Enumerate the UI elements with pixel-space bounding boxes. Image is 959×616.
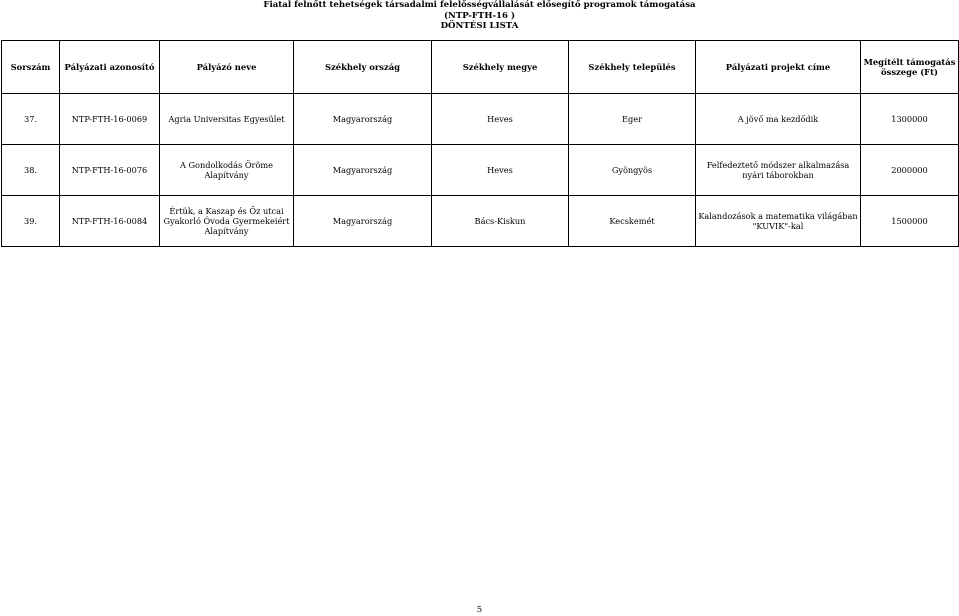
column-header-orszag: Székhely ország (294, 41, 432, 94)
cell-telepules: Kecskemét (569, 196, 696, 247)
table-row (2, 94, 959, 145)
column-header-sorszam: Sorszám (2, 41, 60, 94)
column-header-projekt: Pályázati projekt címe (696, 41, 861, 94)
cell-projekt: A jövő ma kezdődik (696, 94, 861, 145)
column-header-nev: Pályázó neve (160, 41, 294, 94)
cell-orszag: Magyarország (294, 196, 432, 247)
title-line-list: DÖNTÉSI LISTA (440, 21, 519, 31)
cell-sorszam: 38. (2, 145, 60, 196)
title-line-code: (NTP-FTH-16 ) (443, 10, 516, 21)
cell-orszag: Magyarország (294, 145, 432, 196)
cell-telepules: Eger (569, 94, 696, 145)
document-title (0, 0, 959, 32)
cell-osszeg: 1300000 (861, 94, 959, 145)
cell-azonosito: NTP-FTH-16-0084 (60, 196, 160, 247)
cell-megye: Bács-Kiskun (432, 196, 569, 247)
cell-osszeg: 2000000 (861, 145, 959, 196)
column-header-azonosito: Pályázati azonosító (60, 41, 160, 94)
decision-table (1, 40, 959, 247)
cell-nev: Értük, a Kaszap és Őz utcai Gyakorló Óvoda Gyermekeiért Alapítvány (160, 196, 294, 247)
cell-megye: Heves (432, 145, 569, 196)
cell-osszeg: 1500000 (861, 196, 959, 247)
cell-orszag: Magyarország (294, 94, 432, 145)
cell-telepules: Gyöngyös (569, 145, 696, 196)
cell-sorszam: 37. (2, 94, 60, 145)
column-header-telepules: Székhely település (569, 41, 696, 94)
cell-megye: Heves (432, 94, 569, 145)
column-header-osszeg: Megítélt támogatás összege (Ft) (861, 41, 959, 94)
column-header-megye: Székhely megye (432, 41, 569, 94)
table-row (2, 196, 959, 247)
cell-nev: Agria Universitas Egyesület (160, 94, 294, 145)
table-row (2, 145, 959, 196)
title-line-program: Fiatal felnőtt tehetségek társadalmi felelősségvállalását elősegítő programok támogatása (263, 0, 696, 10)
cell-sorszam: 39. (2, 196, 60, 247)
cell-azonosito: NTP-FTH-16-0076 (60, 145, 160, 196)
table-header-row (2, 41, 959, 94)
page-number: 5 (476, 605, 483, 615)
cell-projekt: Kalandozások a matematika világában "KUVIK"-kal (696, 196, 861, 247)
cell-nev: A Gondolkodás Öröme Alapítvány (160, 145, 294, 196)
cell-projekt: Felfedeztető módszer alkalmazása nyári táborokban (696, 145, 861, 196)
cell-azonosito: NTP-FTH-16-0069 (60, 94, 160, 145)
